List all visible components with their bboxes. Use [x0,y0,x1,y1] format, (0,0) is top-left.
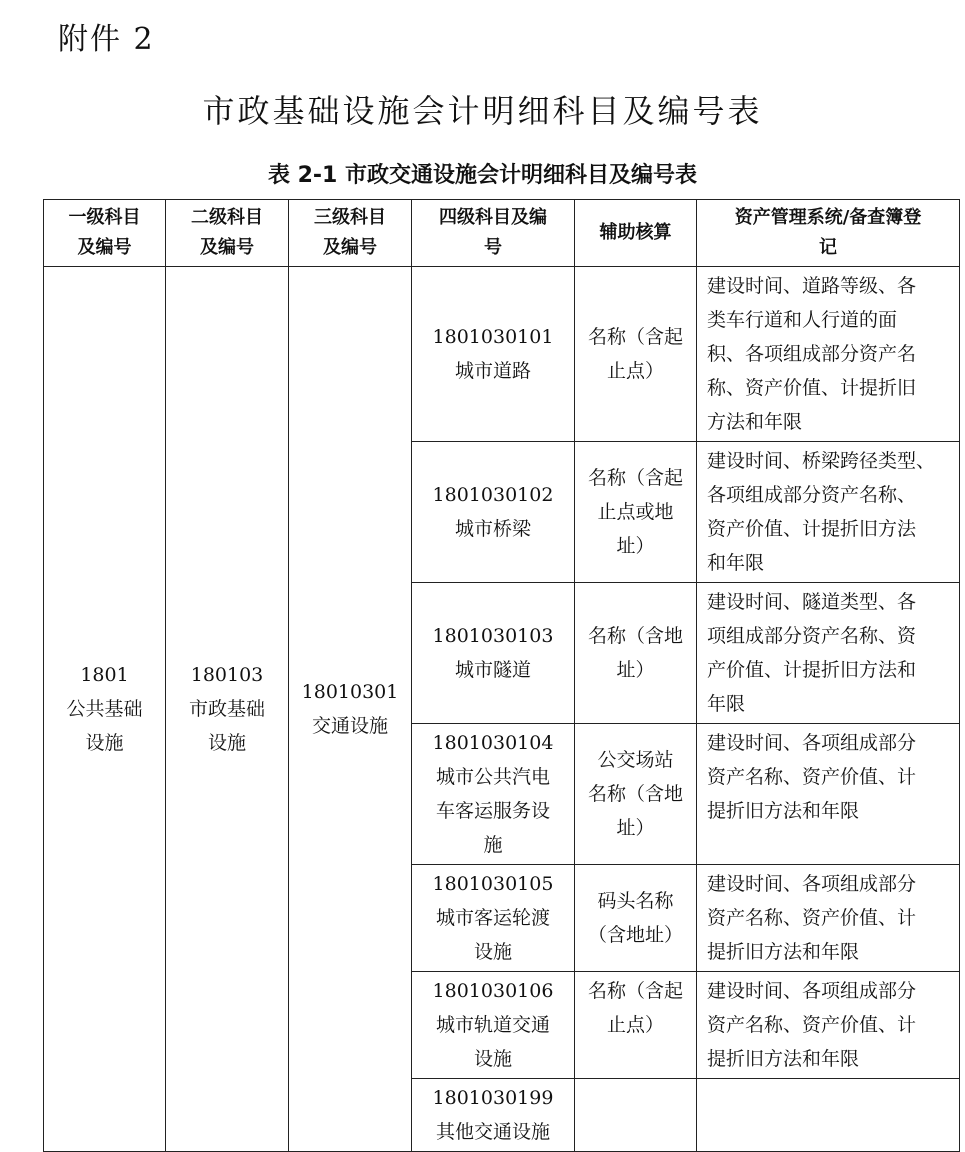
registration-cell [697,1079,960,1152]
level4-cell: 1801030103 城市隧道 [412,583,575,724]
auxiliary-cell: 名称（含起 止点或地 址） [575,442,697,583]
level1-cell: 1801 公共基础 设施 [44,267,166,1152]
level4-cell: 1801030101 城市道路 [412,267,575,442]
table-title: 表 2-1 市政交通设施会计明细科目及编号表 [267,163,698,188]
level4-cell: 1801030199 其他交通设施 [412,1079,575,1152]
registration-cell: 建设时间、各项组成部分 资产名称、资产价值、计 提折旧方法和年限 [697,972,960,1079]
level4-cell: 1801030105 城市客运轮渡 设施 [412,865,575,972]
header-level1: 一级科目 及编号 [44,200,166,267]
auxiliary-cell [575,1079,697,1152]
registration-cell: 建设时间、各项组成部分 资产名称、资产价值、计 提折旧方法和年限 [697,865,960,972]
level4-cell: 1801030104 城市公共汽电 车客运服务设 施 [412,724,575,865]
level4-cell: 1801030102 城市桥梁 [412,442,575,583]
header-level3: 三级科目 及编号 [289,200,412,267]
header-row [44,200,960,267]
registration-cell: 建设时间、各项组成部分 资产名称、资产价值、计 提折旧方法和年限 [697,724,960,865]
header-level4: 四级科目及编 号 [412,200,575,267]
level2-cell: 180103 市政基础 设施 [166,267,289,1152]
attachment-label: 附件 2 [58,22,155,57]
level3-cell: 18010301 交通设施 [289,267,412,1152]
registration-cell: 建设时间、桥梁跨径类型、 各项组成部分资产名称、 资产价值、计提折旧方法 和年限 [697,442,960,583]
auxiliary-cell: 名称（含起 止点） [575,972,697,1079]
header-auxiliary: 辅助核算 [575,200,697,267]
level4-cell: 1801030106 城市轨道交通 设施 [412,972,575,1079]
page-title: 市政基础设施会计明细科目及编号表 [202,92,763,130]
accounting-subject-table [43,199,960,1152]
auxiliary-cell: 名称（含起 止点） [575,267,697,442]
registration-cell: 建设时间、道路等级、各 类车行道和人行道的面 积、各项组成部分资产名 称、资产价值、计提折旧 方法和年限 [697,267,960,442]
auxiliary-cell: 名称（含地 址） [575,583,697,724]
registration-cell: 建设时间、隧道类型、各 项组成部分资产名称、资 产价值、计提折旧方法和 年限 [697,583,960,724]
auxiliary-cell: 码头名称 （含地址） [575,865,697,972]
table-row [44,267,960,442]
auxiliary-cell: 公交场站 名称（含地 址） [575,724,697,865]
header-registration: 资产管理系统/备查簿登 记 [697,200,960,267]
header-level2: 二级科目 及编号 [166,200,289,267]
